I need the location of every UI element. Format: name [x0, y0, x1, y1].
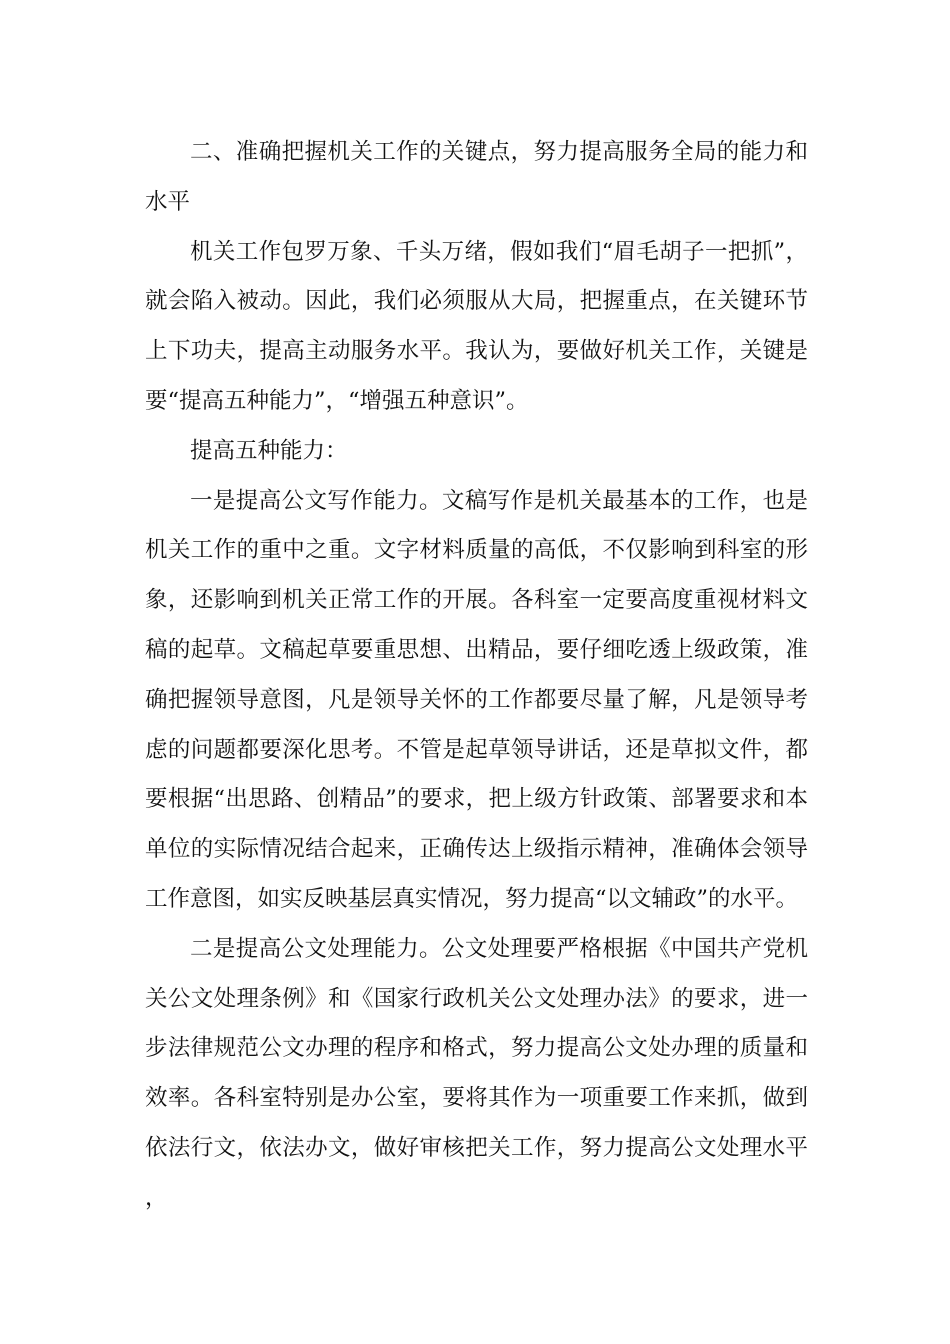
paragraph-writing-ability: 一是提高公文写作能力。文稿写作是机关最基本的工作，也是机关工作的重中之重。文字材料质量的高低，不仅影响到科室的形象，还影响到机关正常工作的开展。各科室一定要高度重视材料文稿的起草。文稿起草要重思想、出精品，要仔细吃透上级政策，准确把握领导意图，凡是领导关怀的工作都要尽量了解，凡是领导考虑的问题都要深化思考。不管是起草领导讲话，还是草拟文件，都要根据“出思路、创精品”的要求，把上级方针政策、部署要求和本单位的实际情况结合起来，正确传达上级指示精神，准确体会领导工作意图，如实反映基层真实情况，努力提高“以文辅政”的水平。	[145, 487, 808, 912]
section-heading: 二、准确把握机关工作的关键点，努力提高服务全局的能力和水平	[145, 139, 808, 215]
document-body	[145, 128, 808, 1224]
paragraph-intro: 机关工作包罗万象、千头万绪，假如我们“眉毛胡子一把抓”，就会陷入被动。因此，我们必须服从大局，把握重点，在关键环节上下功夫，提高主动服务水平。我认为，要做好机关工作，关键是要“提高五种能力”，“增强五种意识”。	[145, 238, 808, 414]
subheading-five-abilities: 提高五种能力：	[190, 437, 348, 464]
paragraph-processing-ability: 二是提高公文处理能力。公文处理要严格根据《中国共产党机关公文处理条例》和《国家行政机关公文处理办法》的要求，进一步法律规范公文办理的程序和格式，努力提高公文处办理的质量和效率。各科室特别是办公室，要将其作为一项重要工作来抓，做到依法行文，依法办文，做好审核把关工作，努力提高公文处理水平，	[145, 935, 808, 1211]
